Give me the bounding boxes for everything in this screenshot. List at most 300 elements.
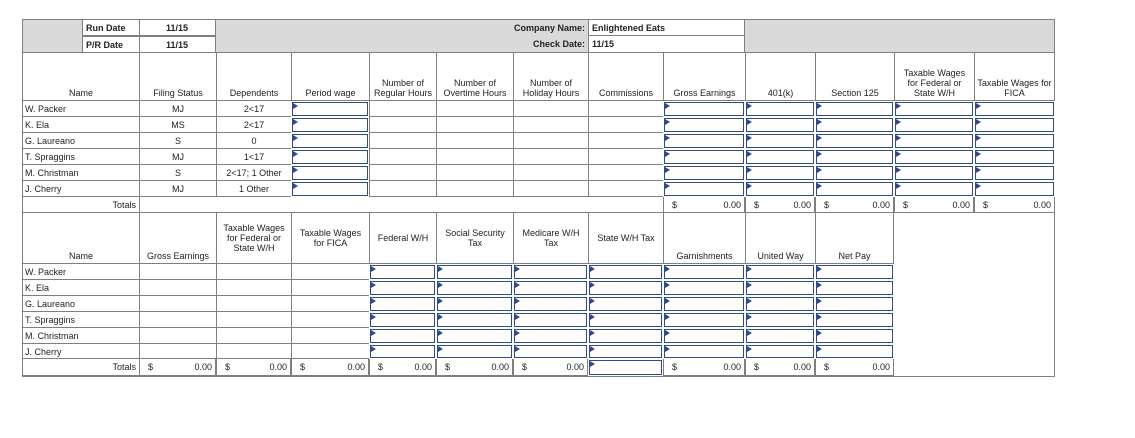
- header-label: Number of Holiday Hours: [522, 78, 580, 98]
- row-cell-hol_hours: [513, 181, 588, 197]
- input-s125[interactable]: [816, 134, 893, 148]
- comment-marker-icon: [976, 135, 981, 141]
- input-k401[interactable]: [746, 134, 814, 148]
- total-tw_fica: [974, 197, 1055, 213]
- row-cell-hol_hours: [513, 101, 588, 117]
- input-period_wage[interactable]: [292, 166, 368, 180]
- pr_date-value-cell[interactable]: [139, 36, 216, 53]
- comment-marker-icon: [438, 266, 443, 272]
- row2-cell-tw_fica: [291, 312, 369, 328]
- comment-marker-icon: [896, 119, 901, 125]
- comment-marker-icon: [817, 314, 822, 320]
- row-cell-commissions: [588, 181, 663, 197]
- row-cell-filing: [139, 117, 216, 133]
- employee-name: T. Spraggins: [25, 315, 76, 325]
- row-cell-ot_hours: [436, 165, 513, 181]
- row2-cell-name: [22, 280, 139, 296]
- input-gross[interactable]: [664, 118, 744, 132]
- header-gross: [663, 53, 745, 101]
- comment-marker-icon: [438, 330, 443, 336]
- input-k401[interactable]: [746, 166, 814, 180]
- comment-marker-icon: [817, 346, 822, 352]
- total-tw_fed: [894, 197, 974, 213]
- input2-state_wh[interactable]: [589, 265, 662, 279]
- dependents-value: 2<17: [243, 120, 265, 130]
- comment-marker-icon: [665, 298, 670, 304]
- row2-cell-name: [22, 264, 139, 280]
- input2-united_way[interactable]: [746, 329, 814, 343]
- comment-marker-icon: [293, 183, 298, 189]
- comment-marker-icon: [371, 346, 376, 352]
- company-label-cell: [434, 19, 588, 36]
- header-label: Medicare W/H Tax: [522, 228, 580, 248]
- comment-marker-icon: [293, 151, 298, 157]
- comment-marker-icon: [817, 103, 822, 109]
- input-tw_fica[interactable]: [975, 102, 1054, 116]
- row-cell-dependents: [216, 101, 291, 117]
- comment-marker-icon: [515, 266, 520, 272]
- comment-marker-icon: [747, 330, 752, 336]
- input-gross[interactable]: [664, 134, 744, 148]
- row-cell-filing: [139, 165, 216, 181]
- input2-state_wh[interactable]: [589, 329, 662, 343]
- row2-cell-gross: [139, 312, 216, 328]
- row2-cell-gross: [139, 296, 216, 312]
- header-label: Number of Overtime Hours: [443, 78, 507, 98]
- input2-ss_tax[interactable]: [437, 281, 512, 295]
- check-date-cell[interactable]: [588, 36, 745, 53]
- total-value: 0.00: [347, 362, 365, 372]
- input-gross[interactable]: [664, 182, 744, 196]
- input-tw_fed[interactable]: [895, 118, 973, 132]
- header-label: Federal W/H: [377, 233, 429, 243]
- input-s125[interactable]: [816, 150, 893, 164]
- dependents-value: 1 Other: [238, 184, 269, 194]
- row-cell-name: [22, 101, 139, 117]
- header-hol_hours: [513, 53, 588, 101]
- header-label: United Way: [757, 251, 804, 261]
- employee-name: M. Christman: [25, 331, 79, 341]
- input2-med_wh[interactable]: [514, 297, 587, 311]
- employee-name: W. Packer: [25, 104, 67, 114]
- input-k401[interactable]: [746, 102, 814, 116]
- header-label: Net Pay: [838, 251, 871, 261]
- row2-cell-tw_fed: [216, 296, 291, 312]
- header-label: Number of Regular Hours: [373, 78, 433, 98]
- currency-symbol: $: [754, 200, 760, 210]
- input-s125[interactable]: [816, 118, 893, 132]
- comment-marker-icon: [590, 282, 595, 288]
- employee-name: G. Laureano: [25, 299, 76, 309]
- input2-net_pay[interactable]: [816, 281, 893, 295]
- row-cell-reg_hours: [369, 165, 436, 181]
- row-cell-dependents: [216, 181, 291, 197]
- input-s125[interactable]: [816, 102, 893, 116]
- input-period_wage[interactable]: [292, 150, 368, 164]
- total-value: 0.00: [414, 362, 432, 372]
- header-name: [22, 53, 139, 101]
- input2-state_wh[interactable]: [589, 345, 662, 358]
- input-tw_fed[interactable]: [895, 166, 973, 180]
- total2-fed_wh: [369, 359, 436, 376]
- row2-cell-gross: [139, 328, 216, 344]
- header-label: 401(k): [767, 88, 794, 98]
- header-gray-right: [745, 19, 1055, 53]
- header2-ss_tax: [436, 213, 513, 264]
- comment-marker-icon: [590, 314, 595, 320]
- comment-marker-icon: [747, 151, 752, 157]
- comment-marker-icon: [747, 103, 752, 109]
- company-name-cell[interactable]: [588, 19, 745, 36]
- comment-marker-icon: [817, 167, 822, 173]
- comment-marker-icon: [590, 298, 595, 304]
- row2-cell-tw_fica: [291, 344, 369, 359]
- row2-cell-gross: [139, 344, 216, 359]
- total2-net_pay: [815, 359, 894, 376]
- row-cell-hol_hours: [513, 149, 588, 165]
- comment-marker-icon: [665, 119, 670, 125]
- row2-cell-tw_fica: [291, 296, 369, 312]
- input2-united_way[interactable]: [746, 265, 814, 279]
- row-cell-name: [22, 117, 139, 133]
- input-k401[interactable]: [746, 150, 814, 164]
- total-k401: [745, 197, 815, 213]
- header-filing: [139, 53, 216, 101]
- employee-name: W. Packer: [25, 267, 67, 277]
- totals2-label-cell: [22, 359, 139, 376]
- row-cell-reg_hours: [369, 181, 436, 197]
- currency-symbol: $: [754, 362, 760, 372]
- total2-med_wh: [513, 359, 588, 376]
- comment-marker-icon: [747, 119, 752, 125]
- header2-med_wh: [513, 213, 588, 264]
- comment-marker-icon: [747, 314, 752, 320]
- header-period_wage: [291, 53, 369, 101]
- comment-marker-icon: [976, 103, 981, 109]
- comment-marker-icon: [438, 282, 443, 288]
- comment-marker-icon: [590, 346, 595, 352]
- total2-state-wh-input[interactable]: [589, 360, 662, 375]
- input2-ss_tax[interactable]: [437, 265, 512, 279]
- row-cell-commissions: [588, 117, 663, 133]
- input2-garnish[interactable]: [664, 265, 744, 279]
- comment-marker-icon: [896, 183, 901, 189]
- header2-state_wh: [588, 213, 663, 264]
- input2-ss_tax[interactable]: [437, 313, 512, 327]
- input-tw_fica[interactable]: [975, 134, 1054, 148]
- comment-marker-icon: [817, 183, 822, 189]
- comment-marker-icon: [293, 167, 298, 173]
- total-gross: [663, 197, 745, 213]
- input2-fed_wh[interactable]: [370, 297, 435, 311]
- dependents-value: 2<17: [243, 104, 265, 114]
- row2-cell-tw_fed: [216, 312, 291, 328]
- input2-med_wh[interactable]: [514, 265, 587, 279]
- comment-marker-icon: [896, 151, 901, 157]
- header-label: Taxable Wages for FICA: [299, 228, 362, 248]
- header-k401: [745, 53, 815, 101]
- pr_date-label: P/R Date: [86, 40, 124, 50]
- input-k401[interactable]: [746, 118, 814, 132]
- currency-symbol: $: [148, 362, 154, 372]
- input2-ss_tax[interactable]: [437, 329, 512, 343]
- row-cell-name: [22, 165, 139, 181]
- comment-marker-icon: [817, 266, 822, 272]
- input-period_wage[interactable]: [292, 182, 368, 196]
- filing-status: MJ: [172, 152, 184, 162]
- input2-net_pay[interactable]: [816, 313, 893, 327]
- input2-med_wh[interactable]: [514, 345, 587, 358]
- run_date-value: 11/15: [166, 23, 189, 33]
- input2-garnish[interactable]: [664, 345, 744, 358]
- filing-status: MJ: [172, 104, 184, 114]
- comment-marker-icon: [515, 346, 520, 352]
- input2-garnish[interactable]: [664, 313, 744, 327]
- comment-marker-icon: [747, 298, 752, 304]
- filing-status: MS: [171, 120, 185, 130]
- comment-marker-icon: [747, 135, 752, 141]
- row-cell-commissions: [588, 133, 663, 149]
- dependents-value: 0: [251, 136, 257, 146]
- input-s125[interactable]: [816, 166, 893, 180]
- header-ot_hours: [436, 53, 513, 101]
- input2-med_wh[interactable]: [514, 313, 587, 327]
- input2-united_way[interactable]: [746, 345, 814, 358]
- input-gross[interactable]: [664, 102, 744, 116]
- input2-garnish[interactable]: [664, 297, 744, 311]
- input2-state_wh[interactable]: [589, 313, 662, 327]
- header-label: Period wage: [305, 88, 356, 98]
- row-cell-hol_hours: [513, 133, 588, 149]
- header-commissions: [588, 53, 663, 101]
- input2-net_pay[interactable]: [816, 265, 893, 279]
- comment-marker-icon: [371, 266, 376, 272]
- comment-marker-icon: [371, 330, 376, 336]
- input2-united_way[interactable]: [746, 281, 814, 295]
- total-s125: [815, 197, 894, 213]
- employee-name: T. Spraggins: [25, 152, 76, 162]
- comment-marker-icon: [976, 119, 981, 125]
- input-gross[interactable]: [664, 150, 744, 164]
- comment-marker-icon: [747, 167, 752, 173]
- header-label: Taxable Wages for Federal or State W/H: [903, 68, 966, 98]
- comment-marker-icon: [817, 330, 822, 336]
- comment-marker-icon: [590, 361, 595, 367]
- totals-label-cell: [22, 197, 139, 213]
- row2-cell-name: [22, 328, 139, 344]
- input2-fed_wh[interactable]: [370, 265, 435, 279]
- row-cell-dependents: [216, 165, 291, 181]
- row-cell-name: [22, 149, 139, 165]
- header-dependents: [216, 53, 291, 101]
- header-label: State W/H Tax: [597, 233, 655, 243]
- input2-med_wh[interactable]: [514, 281, 587, 295]
- input2-fed_wh[interactable]: [370, 329, 435, 343]
- input2-net_pay[interactable]: [816, 297, 893, 311]
- row-cell-hol_hours: [513, 165, 588, 181]
- total2-united_way: [745, 359, 815, 376]
- company-name-value: Enlightened Eats: [592, 23, 666, 33]
- input-tw_fed[interactable]: [895, 134, 973, 148]
- input-period_wage[interactable]: [292, 134, 368, 148]
- comment-marker-icon: [747, 282, 752, 288]
- header-gray-block: [22, 19, 82, 53]
- comment-marker-icon: [747, 346, 752, 352]
- row2-cell-gross: [139, 264, 216, 280]
- filing-status: S: [174, 136, 181, 146]
- header-label: Dependents: [229, 88, 279, 98]
- header2-tw_fica: [291, 213, 369, 264]
- row-cell-reg_hours: [369, 101, 436, 117]
- employee-name: G. Laureano: [25, 136, 76, 146]
- dependents-value: 2<17; 1 Other: [226, 168, 282, 178]
- comment-marker-icon: [665, 282, 670, 288]
- row-cell-dependents: [216, 117, 291, 133]
- currency-symbol: $: [824, 362, 830, 372]
- totals-label: Totals: [112, 200, 136, 210]
- currency-symbol: $: [672, 362, 678, 372]
- comment-marker-icon: [817, 119, 822, 125]
- input2-ss_tax[interactable]: [437, 297, 512, 311]
- company-name-label: Company Name:: [513, 23, 585, 33]
- header-label: Social Security Tax: [445, 228, 505, 248]
- currency-symbol: $: [903, 200, 909, 210]
- comment-marker-icon: [976, 183, 981, 189]
- row-cell-dependents: [216, 149, 291, 165]
- header-label: Section 125: [831, 88, 879, 98]
- row-cell-reg_hours: [369, 117, 436, 133]
- input-k401[interactable]: [746, 182, 814, 196]
- total2-gross: [139, 359, 216, 376]
- input-tw_fica[interactable]: [975, 182, 1054, 196]
- header-label: Name: [68, 88, 93, 98]
- currency-symbol: $: [300, 362, 306, 372]
- header-label: Filing Status: [153, 88, 203, 98]
- comment-marker-icon: [976, 151, 981, 157]
- total-value: 0.00: [723, 362, 741, 372]
- row-cell-hol_hours: [513, 117, 588, 133]
- employee-name: K. Ela: [25, 120, 50, 130]
- comment-marker-icon: [438, 346, 443, 352]
- input2-state_wh[interactable]: [589, 281, 662, 295]
- header-label: Garnishments: [676, 251, 733, 261]
- currency-symbol: $: [824, 200, 830, 210]
- comment-marker-icon: [817, 282, 822, 288]
- currency-symbol: $: [672, 200, 678, 210]
- comment-marker-icon: [515, 314, 520, 320]
- input2-united_way[interactable]: [746, 297, 814, 311]
- row-cell-ot_hours: [436, 101, 513, 117]
- currency-symbol: $: [445, 362, 451, 372]
- comment-marker-icon: [590, 330, 595, 336]
- comment-marker-icon: [747, 266, 752, 272]
- comment-marker-icon: [747, 183, 752, 189]
- total-value: 0.00: [269, 362, 287, 372]
- input-tw_fed[interactable]: [895, 102, 973, 116]
- check-date-value: 11/15: [592, 39, 615, 49]
- input2-net_pay[interactable]: [816, 329, 893, 343]
- input-tw_fica[interactable]: [975, 150, 1054, 164]
- header-label: Commissions: [598, 88, 653, 98]
- input2-united_way[interactable]: [746, 313, 814, 327]
- comment-marker-icon: [515, 298, 520, 304]
- input2-state_wh[interactable]: [589, 297, 662, 311]
- row-cell-dependents: [216, 133, 291, 149]
- input2-net_pay[interactable]: [816, 345, 893, 358]
- input-gross[interactable]: [664, 166, 744, 180]
- check-date-label-cell: [434, 36, 588, 53]
- input2-med_wh[interactable]: [514, 329, 587, 343]
- header-label: Gross Earnings: [146, 251, 210, 261]
- dependents-value: 1<17: [243, 152, 265, 162]
- row-cell-filing: [139, 149, 216, 165]
- run_date-value-cell[interactable]: [139, 19, 216, 36]
- comment-marker-icon: [665, 135, 670, 141]
- input2-ss_tax[interactable]: [437, 345, 512, 358]
- comment-marker-icon: [665, 314, 670, 320]
- header-tw_fed: [894, 53, 974, 101]
- comment-marker-icon: [590, 266, 595, 272]
- row-cell-ot_hours: [436, 117, 513, 133]
- input2-garnish[interactable]: [664, 329, 744, 343]
- input2-fed_wh[interactable]: [370, 345, 435, 358]
- comment-marker-icon: [896, 167, 901, 173]
- row-cell-commissions: [588, 149, 663, 165]
- input2-fed_wh[interactable]: [370, 281, 435, 295]
- total2-garnish: [663, 359, 745, 376]
- filing-status: S: [174, 168, 181, 178]
- employee-name: K. Ela: [25, 283, 50, 293]
- input-tw_fed[interactable]: [895, 150, 973, 164]
- input-period_wage[interactable]: [292, 102, 368, 116]
- total2-tw_fed: [216, 359, 291, 376]
- currency-symbol: $: [225, 362, 231, 372]
- input-tw_fica[interactable]: [975, 118, 1054, 132]
- total-value: 0.00: [1033, 200, 1051, 210]
- input-period_wage[interactable]: [292, 118, 368, 132]
- comment-marker-icon: [665, 330, 670, 336]
- input-tw_fica[interactable]: [975, 166, 1054, 180]
- comment-marker-icon: [293, 103, 298, 109]
- comment-marker-icon: [665, 183, 670, 189]
- row-cell-filing: [139, 101, 216, 117]
- total-value: 0.00: [194, 362, 212, 372]
- employee-name: J. Cherry: [25, 347, 62, 357]
- comment-marker-icon: [817, 135, 822, 141]
- total-value: 0.00: [872, 362, 890, 372]
- comment-marker-icon: [896, 135, 901, 141]
- comment-marker-icon: [817, 151, 822, 157]
- input-tw_fed[interactable]: [895, 182, 973, 196]
- header2-garnish: [663, 213, 745, 264]
- input2-fed_wh[interactable]: [370, 313, 435, 327]
- row-cell-reg_hours: [369, 133, 436, 149]
- row2-cell-name: [22, 296, 139, 312]
- comment-marker-icon: [293, 119, 298, 125]
- row2-cell-tw_fed: [216, 280, 291, 296]
- row2-cell-tw_fed: [216, 328, 291, 344]
- row2-cell-name: [22, 312, 139, 328]
- input2-garnish[interactable]: [664, 281, 744, 295]
- header-tw_fica: [974, 53, 1055, 101]
- input-s125[interactable]: [816, 182, 893, 196]
- header-reg_hours: [369, 53, 436, 101]
- row2-cell-tw_fed: [216, 264, 291, 280]
- total-value: 0.00: [793, 200, 811, 210]
- comment-marker-icon: [515, 330, 520, 336]
- total-value: 0.00: [491, 362, 509, 372]
- total-value: 0.00: [952, 200, 970, 210]
